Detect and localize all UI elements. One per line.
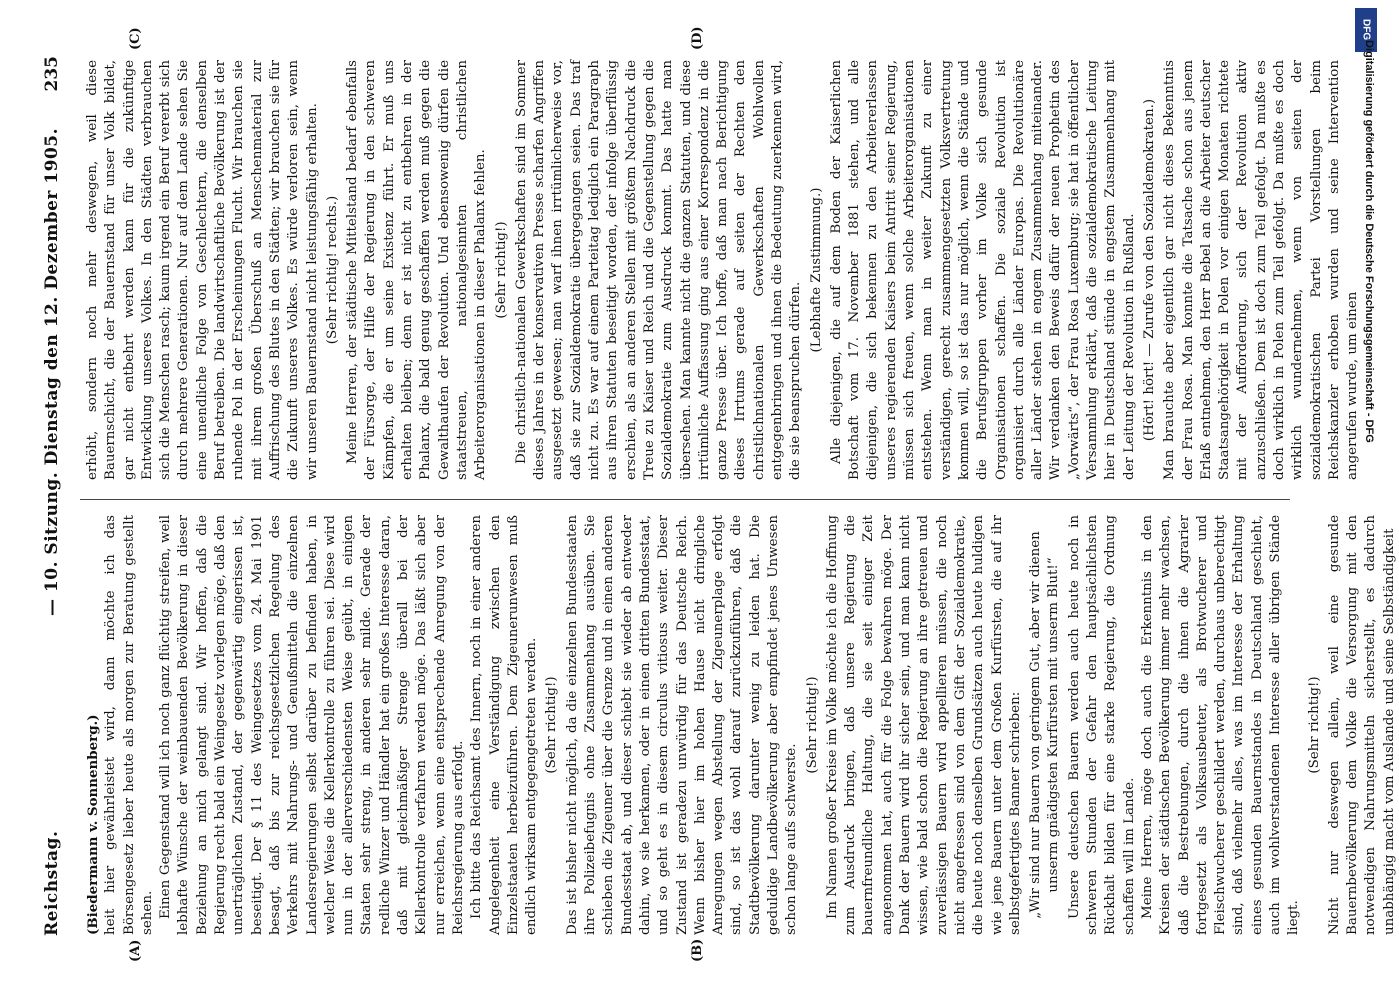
paragraph: Das ist bisher nicht möglich, da die einzelnen Bundesstaaten ihre Polizeibefugnis ohne Zusammenhang ausüben. Sie schieben die Zigeuner über die Grenze und in einen anderen Bundesstaat ab, und dieser schiebt sie wieder ab entweder dahin, wo sie herkamen, oder in einen dritten Bundesstaat, und so geht es in diesem circulus vitiosus weiter. Dieser Zustand ist geradezu unwürdig für das Deutsche Reich. Wenn bisher hier im hohen Hause nicht dringliche Anregungen wegen Abstellung der Zigeunerplage erfolgt sind, so ist das wohl darauf zurückzuführen, daß die Stadtbevölkerung darunter wenig zu leiden hat. Die geduldige Landbevölkerung aber empfindet jenes Unwesen schon lange aufs schwerste. — [564, 515, 800, 935]
header-session-date: — 10. Sitzung. Dienstag den 12. Dezember 1905. — [42, 127, 62, 616]
credit-text: Digitalisierung gefördert durch die Deutsche Forschungsgemeinschaft - DFG — [1363, 40, 1375, 443]
quotation: „Wir sind nur Bauern von geringem Gut, aber wir dienen unserm gnädigsten Kurfürsten mit unserm Blut!“ — [1028, 531, 1062, 919]
paragraph: Meine Herren, der städtische Mittelstand bedarf ebenfalls der Fürsorge, der Hilfe der Regierung in den schweren Kämpfen, die er um seine Existenz führt. Er muß uns erhalten bleiben; denn er ist nicht zu entbehren in der Phalanx, die bald genug geschaffen werden muß gegen die Gewalthaufen der Revolution. Und ebensowenig dürfen die staatstreuen, nationalgesinnten christlichen Arbeiterorganisationen in dieser Phalanx fehlen. — [345, 60, 489, 480]
column-divider — [80, 499, 1290, 500]
left-column — [84, 515, 1399, 935]
paragraph: heit hier gewährleistet wird, dann möchte ich das Börsengesetz lieber heute als morgen zur Beratung gestellt sehen. — [103, 515, 155, 935]
interjection: (Sehr richtig! rechts.) — [324, 195, 340, 345]
interjection: (Sehr richtig!) — [544, 676, 560, 774]
interjection: (Hört! hört! — Zurufe von den Sozialdemokraten.) — [1141, 98, 1157, 442]
interjection: (Lebhafte Zustimmung.) — [808, 187, 824, 353]
interjection: (Sehr richtig!) — [804, 676, 820, 774]
interjection: (Sehr richtig!) — [1306, 676, 1322, 774]
page-header — [42, 56, 72, 936]
header-title: Reichstag. — [42, 830, 62, 936]
page-number: 235 — [42, 56, 62, 92]
paragraph: Man brauchte aber eigentlich gar nicht dieses Bekenntnis der Frau Rosa. Man konnte die Tatsache schon aus jenem Erlaß entnehmen, den Herr Bebel an die Arbeiter deutscher Staatsangehörigkeit in Polen vor einigen Monaten richtete mit der Aufforderung, sich der Revolution aktiv anzuschließen. Dem ist doch zum Teil gefolgt. Da mußte es doch wirklich in Polen zum Teil gefolgt. Da mußte es doch wirklich wundernehmen, wenn von seiten der sozialdemokratischen Partei Vorstellungen beim Reichskanzler erhoben wurden und seine Intervention angerufen wurde, um einen — [1162, 60, 1361, 480]
paragraph: Meine Herren, möge doch auch die Erkenntnis in den Kreisen der städtischen Bevölkerung immer mehr wachsen, daß die Bestrebungen, durch die ihnen die Agrarier fortgesetzt als Volksausbeuter, als Brotwucherer und Fleischwucherer geschildert werden, durchaus unberechtigt sind, daß vielmehr alles, was im Interesse der Erhaltung eines gesunden Bauernstandes in Deutschland geschieht, auch im wohlverstandenen Interesse aller übrigen Stände liegt. — [1139, 515, 1302, 935]
paragraph: Einen Gegenstand will ich noch ganz flüchtig streifen, weil lebhafte Wünsche der weinbauenden Bevölkerung in dieser Beziehung an mich gelangt sind. Wir hoffen, daß die Regierung recht bald ein Weingesetz vorlegen möge, daß den unerträglichen Zustand, der gegenwärtig eingerissen ist, beseitigt. Der § 11 des Weingesetzes vom 24. Mai 1901 besagt, daß bis zur reichsgesetzlichen Regelung des Verkehrs mit Nahrungs- und Genußmitteln die einzelnen Landesregierungen selbst darüber zu befinden haben, in welcher Weise die Kellerkontrolle zu führen sei. Diese wird nun in der allerverschiedensten Weise geübt, in einigen Staaten sehr streng, in anderen sehr milde. Gerade der redliche Winzer und Händler hat ein großes Interesse daran, daß mit gleichmäßiger Strenge überall bei der Kellerkontrolle verfahren werden möge. Das läßt sich aber nur erreichen, wenn eine entsprechende Anregung von der Reichsregierung aus erfolgt. — [158, 515, 466, 935]
paragraph: Unsere deutschen Bauern werden auch heute noch in schweren Stunden der Gefahr den hauptsächlichsten Rückhalt bilden für eine starke Regierung, die Ordnung schaffen will im Lande. — [1066, 515, 1137, 935]
right-column — [84, 60, 1362, 480]
margin-marker-a: (A) — [128, 939, 143, 962]
dfg-logo: DFG — [1355, 8, 1377, 52]
speaker-label: (Biedermann v. Sonnenberg.) — [85, 714, 101, 935]
interjection: (Sehr richtig!) — [493, 221, 509, 319]
margin-marker-d: (D) — [690, 26, 705, 50]
digitization-credit — [1357, 40, 1375, 870]
paragraph: erhöht, sondern noch mehr deswegen, weil diese Bauernschicht, die der Bauernstand für unser Volk bildet, gar nicht entbehrt werden kann für die zukünftige Entwicklung unseres Volkes. In den Städten verbrauchen sich die Menschen rasch; kaum irgend ein Beruf vererbt sich durch mehrere Generationen. Nur auf dem Lande sehen Sie eine unendliche Folge von Geschlechtern, die denselben Beruf betreiben. Die landwirtschaftliche Bevölkerung ist der ruhende Pol in der Erscheinungen Flucht. Wir brauchen sie mit ihrem großen Überschuß an Menschenmaterial zur Auffrischung des Blutes in den Städten; wir brauchen sie für die Zukunft unseres Volkes. Es würde verloren sein, wenn wir unseren Bauernstand nicht leistungsfähig erhalten. — [85, 60, 320, 480]
paragraph: Ich bitte das Reichsamt des Innern, noch in einer anderen Angelegenheit eine Verständigung zwischen den Einzelstaaten herbeizuführen. Dem Zigeunerunwesen muß endlich wirksam entgegengetreten werden. — [469, 515, 540, 935]
paragraph: Nicht nur deswegen allein, weil eine gesunde Bauernbevölkerung dem Volke die Versorgung mit den notwendigen Nahrungsmitteln sicherstellt, es dadurch unabhängig macht vom Auslande und seine Selbständigkeit — [1326, 515, 1397, 935]
margin-marker-c: (C) — [128, 27, 143, 50]
paragraph: Im Namen großer Kreise im Volke möchte ich die Hoffnung zum Ausdruck bringen, daß unsere Regierung die bauernfreundliche Haltung, die sie seit einiger Zeit angenommen hat, auch für die Folge bewahren möge. Der Dank der Bauern wird ihr sicher sein, und man kann nicht wissen, wie bald schon die Regierung an ihre getreuen und zuverlässigen Bauern wird appellieren müssen, die noch nicht angefressen sind von dem Gift der Sozialdemokratie, die heute noch denselben Grundsätzen auch heute huldigen wie jene Bauern unter dem Großen Kurfürsten, die auf ihr selbstgefertigtes Banner schrieben: — [824, 515, 1023, 935]
paragraph: Alle diejenigen, die auf dem Boden der Kaiserlichen Botschaft vom 17. November 1881 stehen, und alle diejenigen, die sich bekennen zu den Arbeitererlassen unseres regierenden Kaisers beim Antritt seiner Regierung, müssen sich freuen, wenn solche Arbeiterorganisationen entstehen. Wenn man in weiter Zukunft zu einer verständigen, gerecht zusammengesetzten Volksvertretung kommen will, so ist das nur möglich, wenn die Stände und die Berufsgruppen vorher im Volke sich gesunde Organisationen schaffen. Die soziale Revolution ist organisiert durch alle Länder Europas. Die Revolutionäre aller Länder stehen in engem Zusammenhang miteinander. Wir verdanken den Beweis dafür der neuen Prophetin des „Vorwärts“, der Frau Rosa Luxemburg; sie hat in öffentlicher Versammlung erklärt, daß die sozialdemokratische Leitung hier in Deutschland stünde in engstem Zusammenhang mit der Leitung der Revolution in Rußland. — [828, 60, 1137, 480]
paragraph: Die christlich-nationalen Gewerkschaften sind im Sommer dieses Jahres in der konservativen Presse scharfen Angriffen ausgesetzt gewesen; man warf ihnen irrtümlicherweise vor, daß sie zur Sozialdemokratie übergegangen seien. Das traf nicht zu. Es war auf einem Parteitag lediglich ein Paragraph aus ihren Statuten beseitigt worden, der infolge überflüssig erschien, als an anderen Stellen mit größtem Nachdruck die Treue zu Kaiser und Reich und die Gegenstellung gegen die Sozialdemokratie zum Ausdruck kommt. Das hatte man übersehen. Man kannte nicht die ganzen Statuten, und diese irrtümliche Auffassung ging aus einer Korrespondenz in die ganze Presse über. Ich hoffe, daß man nach Berichtigung dieses Irrtums gerade auf seiten der Rechten den christlichnationalen Gewerkschaften Wohlwollen entgegenbringen und ihnen die Bedeutung zuerkennen wird, die sie beanspruchen dürfen. — [513, 60, 804, 480]
margin-marker-b: (B) — [690, 938, 705, 962]
